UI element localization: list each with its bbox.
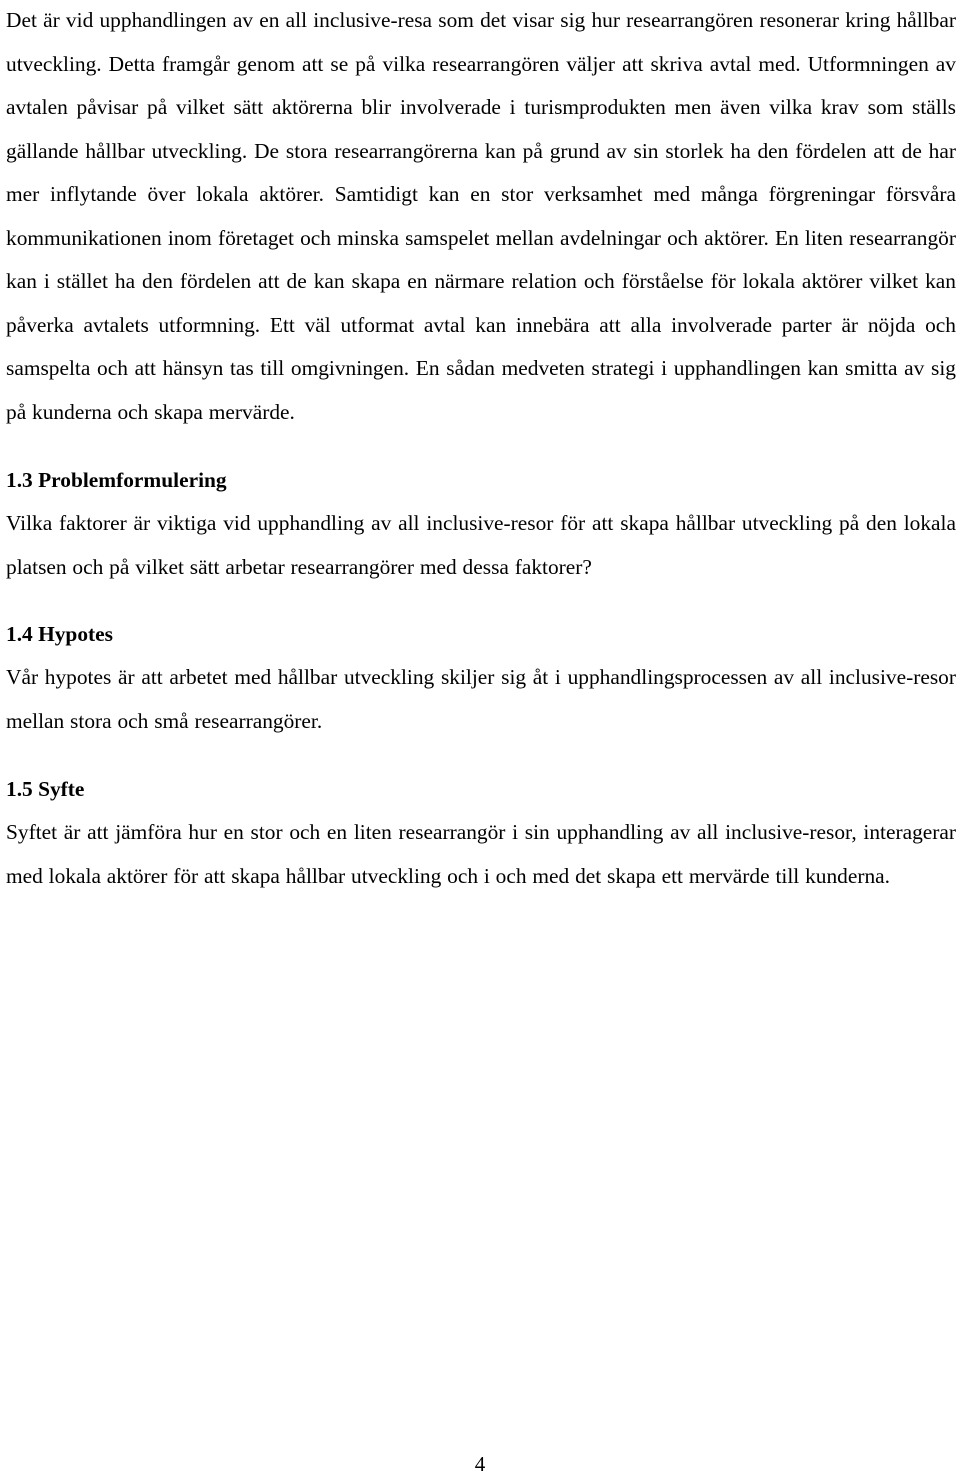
heading-problemformulering: 1.3 Problemformulering [6, 468, 227, 492]
problemformulering-paragraph: Vilka faktorer är viktiga vid upphandling av all inclusive-resor för att skapa hållbar utveckling på den lokala platsen och på vilket sätt arbetar researrangörer med dessa faktorer? [6, 511, 956, 579]
document-page [6, 0, 956, 898]
intro-paragraph: Det är vid upphandlingen av en all inclusive-resa som det visar sig hur researrangören resonerar kring hållbar utveckling. Detta framgår genom att se på vilka researrangören väljer att skriva avtal med. Utformningen av avtalen påvisar på vilket sätt aktörerna blir involverade i turismprodukten men även vilka krav som ställs gällande hållbar utveckling. De stora researrangörerna kan på grund av sin storlek ha den fördelen att de har mer inflytande över lokala aktörer. Samtidigt kan en stor verksamhet med många förgreningar försvåra kommunikationen inom företaget och minska samspelet mellan avdelningar och aktörer. En liten researrangör kan i stället ha den fördelen att de kan skapa en närmare relation och förståelse för lokala aktörer vilket kan påverka avtalets utformning. Ett väl utformat avtal kan innebära att alla involverade parter är nöjda och samspelta och att hänsyn tas till omgivningen. En sådan medveten strategi i upphandlingen kan smitta av sig på kunderna och skapa mervärde. [6, 8, 956, 424]
hypotes-paragraph: Vår hypotes är att arbetet med hållbar utveckling skiljer sig åt i upphandlingsprocessen av all inclusive-resor mellan stora och små researrangörer. [6, 665, 956, 733]
syfte-paragraph: Syftet är att jämföra hur en stor och en liten researrangör i sin upphandling av all inclusive-resor, interagerar med lokala aktörer för att skapa hållbar utveckling och i och med det skapa ett mervärde till kunderna. [6, 820, 956, 888]
heading-syfte: 1.5 Syfte [6, 777, 85, 801]
heading-hypotes: 1.4 Hypotes [6, 622, 113, 646]
page-number: 4 [474, 1452, 486, 1476]
